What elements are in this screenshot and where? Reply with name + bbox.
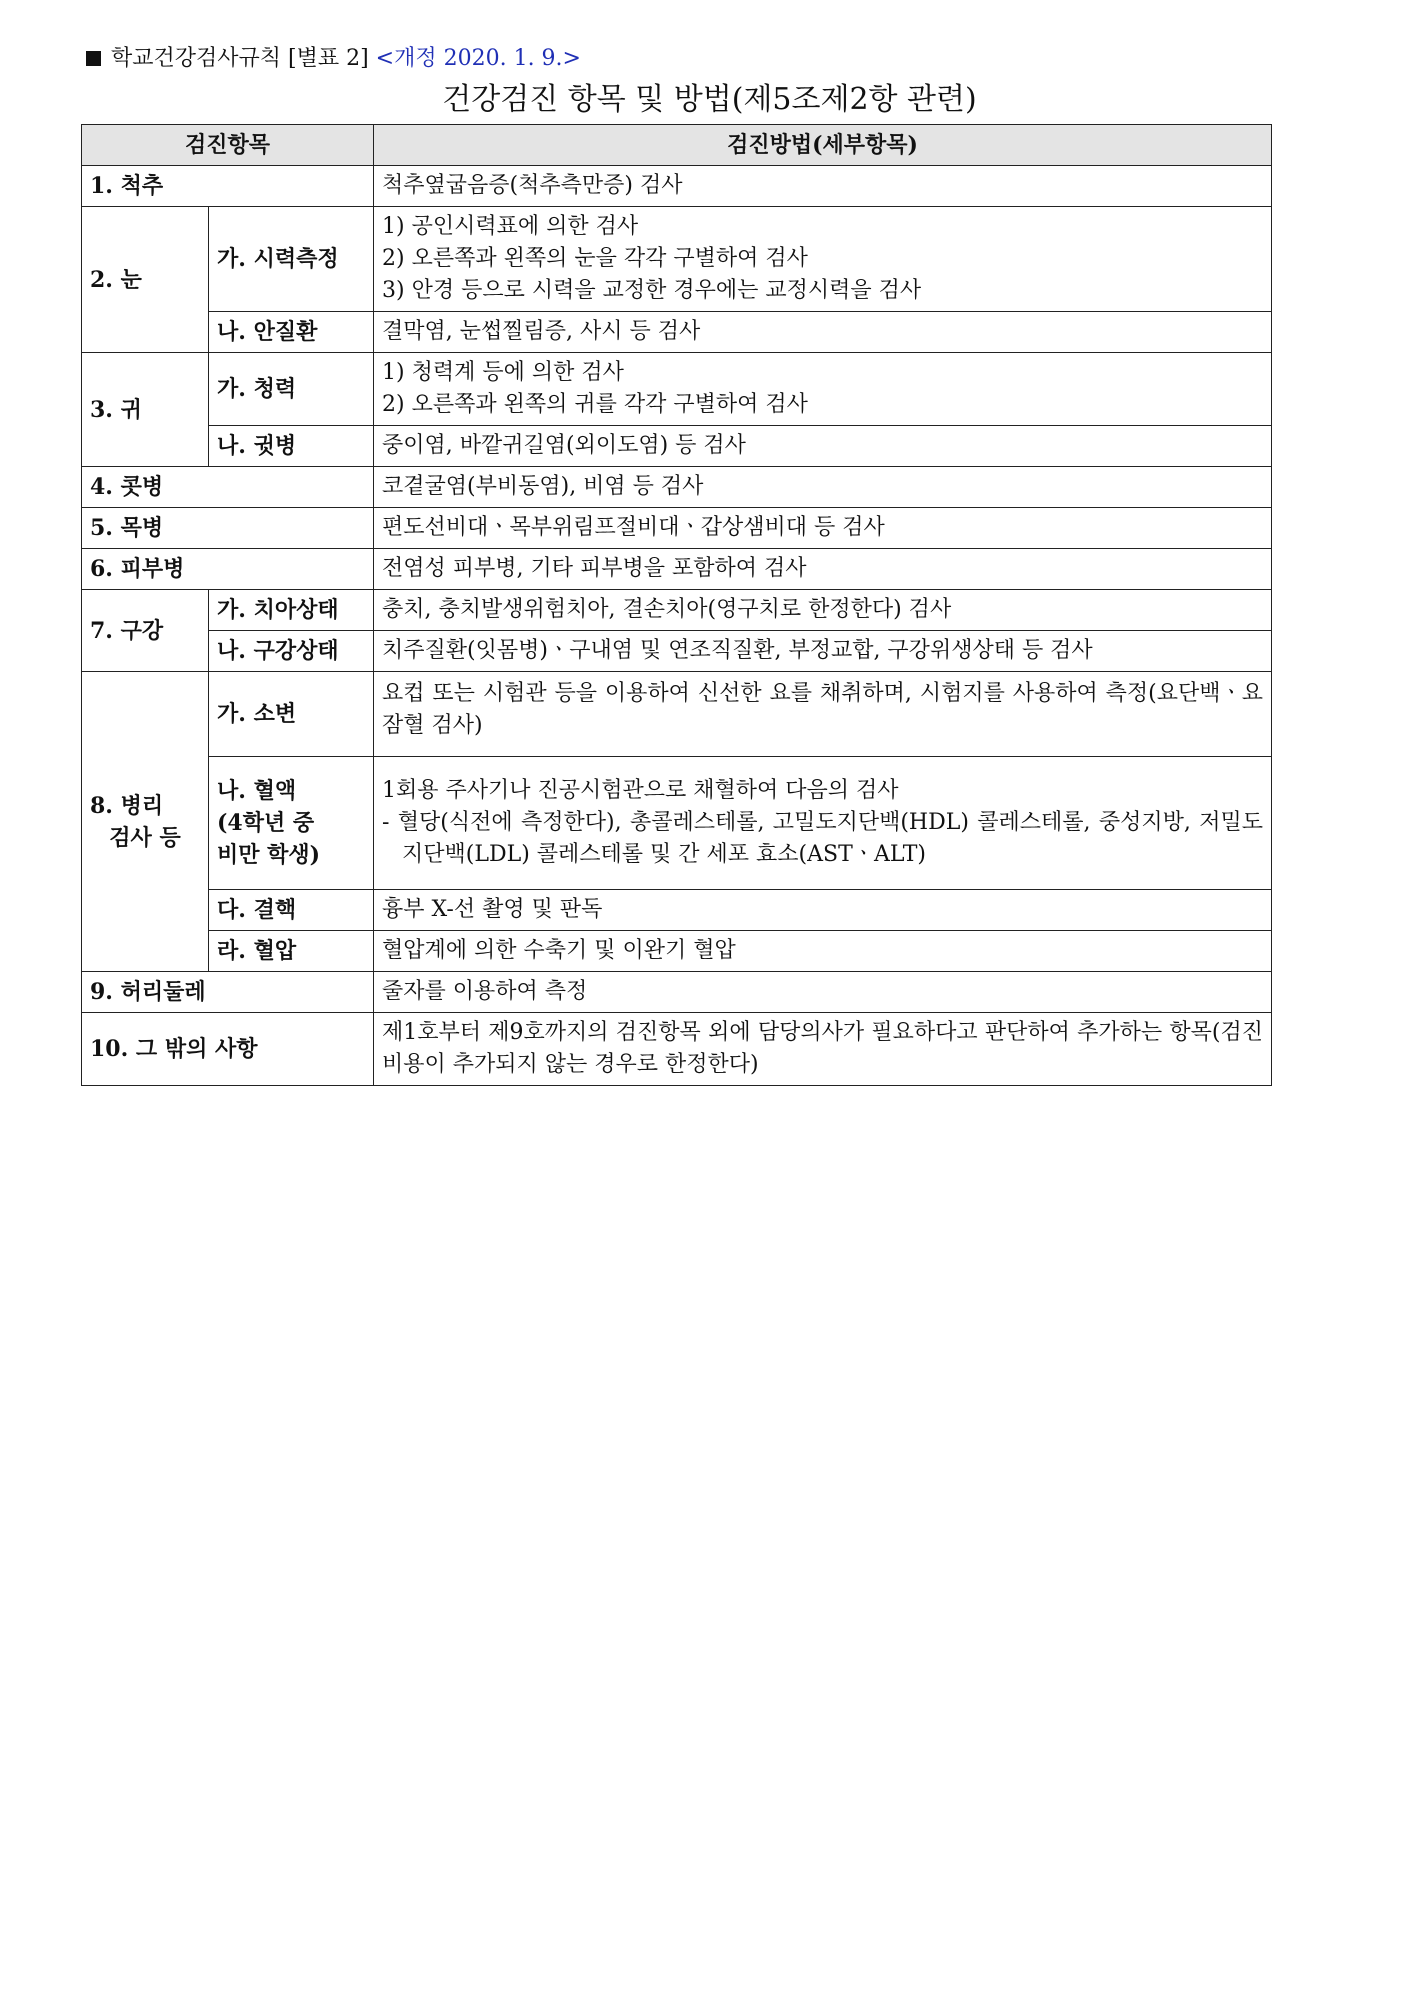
sub-line: 나. 혈액 (217, 778, 297, 804)
method-teeth: 충치, 충치발생위험치아, 결손치아(영구치로 한정한다) 검사 (374, 590, 1272, 631)
table-row (82, 166, 1272, 207)
item-skin: 6. 피부병 (82, 549, 374, 590)
sub-line: 비만 학생) (217, 842, 321, 868)
sub-vision: 가. 시력측정 (209, 207, 374, 312)
method-hearing (374, 353, 1272, 426)
table-header-row (82, 125, 1272, 166)
sub-urine: 가. 소변 (209, 672, 374, 757)
table-row (82, 672, 1272, 757)
item-nose: 4. 콧병 (82, 467, 374, 508)
sub-oral-condition: 나. 구강상태 (209, 631, 374, 672)
sub-tuberculosis: 다. 결핵 (209, 890, 374, 931)
method-eye-disease: 결막염, 눈썹찔림증, 사시 등 검사 (374, 312, 1272, 353)
health-checkup-table (81, 124, 1272, 1086)
item-eye: 2. 눈 (82, 207, 209, 353)
table-row (82, 890, 1272, 931)
method-throat: 편도선비대ㆍ목부위림프절비대ㆍ갑상샘비대 등 검사 (374, 508, 1272, 549)
sub-blood (209, 757, 374, 890)
table-row (82, 312, 1272, 353)
regulation-header (86, 45, 581, 73)
sub-line: (4학년 중 (217, 810, 315, 836)
item-line: 8. 병리 (90, 792, 164, 819)
table-row (82, 931, 1272, 972)
method-urine: 요컵 또는 시험관 등을 이용하여 신선한 요를 채취하며, 시험지를 사용하여 측정(요단백ㆍ요잠혈 검사) (374, 672, 1272, 757)
table-row (82, 1013, 1272, 1086)
header-item: 검진항목 (82, 125, 374, 166)
method-oral-condition: 치주질환(잇몸병)ㆍ구내염 및 연조직질환, 부정교합, 구강위생상태 등 검사 (374, 631, 1272, 672)
method-line: 3) 안경 등으로 시력을 교정한 경우에는 교정시력을 검사 (382, 278, 922, 303)
table-row (82, 207, 1272, 312)
sub-ear-disease: 나. 귓병 (209, 426, 374, 467)
method-ear-disease: 중이염, 바깥귀길염(외이도염) 등 검사 (374, 426, 1272, 467)
regulation-name: 학교건강검사규칙 [별표 2] (111, 46, 369, 71)
item-other: 10. 그 밖의 사항 (82, 1013, 374, 1086)
method-nose: 코곁굴염(부비동염), 비염 등 검사 (374, 467, 1272, 508)
method-other: 제1호부터 제9호까지의 검진항목 외에 담당의사가 필요하다고 판단하여 추가하는 항목(검진비용이 추가되지 않는 경우로 한정한다) (374, 1013, 1272, 1086)
item-pathology (82, 672, 209, 972)
table-row (82, 549, 1272, 590)
table-row (82, 508, 1272, 549)
sub-teeth: 가. 치아상태 (209, 590, 374, 631)
item-throat: 5. 목병 (82, 508, 374, 549)
document-title: 건강검진 항목 및 방법(제5조제2항 관련) (442, 82, 977, 117)
table-row (82, 631, 1272, 672)
table-row (82, 467, 1272, 508)
method-skin: 전염성 피부병, 기타 피부병을 포함하여 검사 (374, 549, 1272, 590)
method-vision (374, 207, 1272, 312)
table-row (82, 972, 1272, 1013)
method-line: 1) 청력계 등에 의한 검사 (382, 360, 624, 385)
method-tuberculosis: 흉부 X-선 촬영 및 판독 (374, 890, 1272, 931)
method-line: - 혈당(식전에 측정한다), 총콜레스테롤, 고밀도지단백(HDL) 콜레스테롤, 중성지방, 저밀도지단백(LDL) 콜레스테롤 및 간 세포 효소(ASTㆍALT) (382, 810, 1264, 867)
amendment-date: <개정 2020. 1. 9.> (375, 46, 581, 71)
method-blood (374, 757, 1272, 890)
table-row (82, 590, 1272, 631)
method-line: 1) 공인시력표에 의한 검사 (382, 214, 639, 239)
method-blood-pressure: 혈압계에 의한 수축기 및 이완기 혈압 (374, 931, 1272, 972)
table-row (82, 426, 1272, 467)
table-row (82, 757, 1272, 890)
method-line: 2) 오른쪽과 왼쪽의 귀를 각각 구별하여 검사 (382, 392, 808, 417)
black-square-icon (86, 51, 101, 66)
method-spine: 척추옆굽음증(척추측만증) 검사 (374, 166, 1272, 207)
item-oral: 7. 구강 (82, 590, 209, 672)
item-line: 검사 등 (109, 824, 181, 851)
item-ear: 3. 귀 (82, 353, 209, 467)
method-line: 2) 오른쪽과 왼쪽의 눈을 각각 구별하여 검사 (382, 246, 808, 271)
item-waist: 9. 허리둘레 (82, 972, 374, 1013)
method-waist: 줄자를 이용하여 측정 (374, 972, 1272, 1013)
sub-eye-disease: 나. 안질환 (209, 312, 374, 353)
item-spine: 1. 척추 (82, 166, 374, 207)
sub-blood-pressure: 라. 혈압 (209, 931, 374, 972)
method-line: 1회용 주사기나 진공시험관으로 채혈하여 다음의 검사 (382, 778, 899, 803)
header-method: 검진방법(세부항목) (374, 125, 1272, 166)
table-row (82, 353, 1272, 426)
sub-hearing: 가. 청력 (209, 353, 374, 426)
